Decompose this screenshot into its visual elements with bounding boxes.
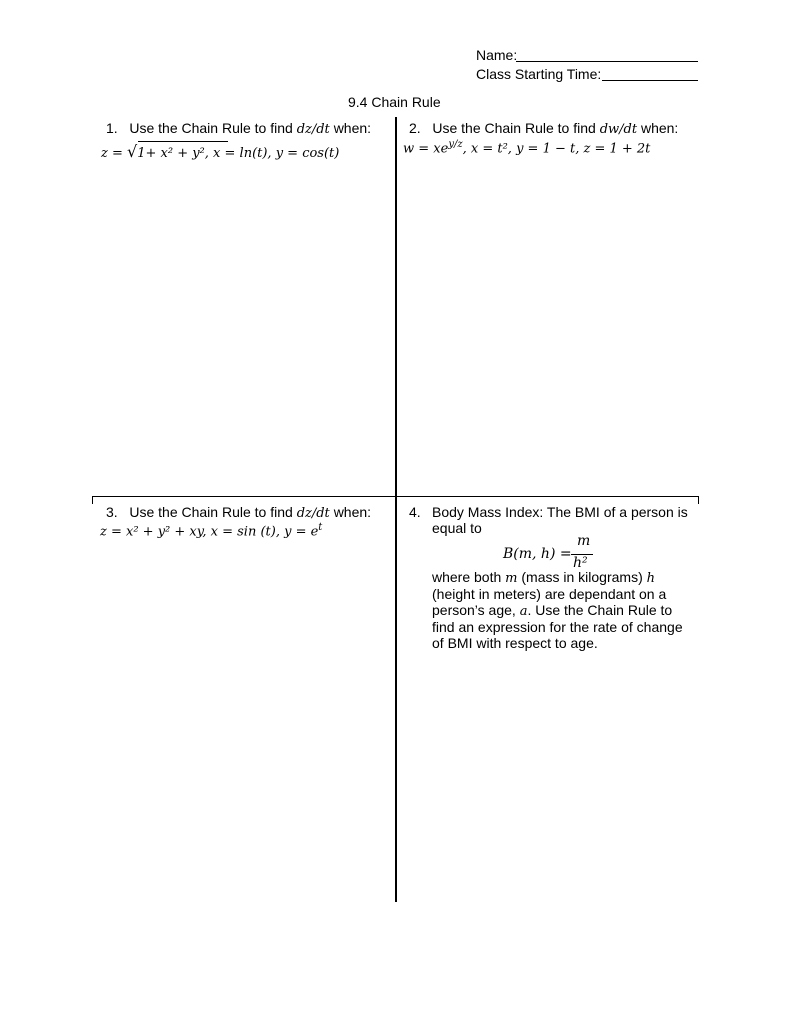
- problem-3: [106, 504, 371, 521]
- problem-3-when: when:: [333, 504, 372, 520]
- vertical-divider: [395, 117, 397, 902]
- problem-4-desc-line1: [432, 569, 694, 588]
- name-blank-line: [516, 61, 698, 62]
- class-time-label: Class Starting Time:: [476, 66, 602, 82]
- divider-tick-right: [698, 496, 699, 504]
- problem-1-eq-lhs: z =: [101, 146, 128, 161]
- desc-text: . Use the Chain Rule to: [527, 602, 673, 618]
- problem-2: [409, 120, 678, 137]
- problem-1-eq-rest: , x = ln(t), y = cos(t): [204, 146, 340, 161]
- problem-4-desc-line3: [432, 602, 694, 621]
- bmi-formula-numerator: m: [577, 533, 591, 549]
- problem-3-prompt: Use the Chain Rule to find: [129, 504, 293, 520]
- var-a: a: [519, 604, 528, 619]
- radical-vinculum: [138, 141, 228, 142]
- problem-3-derivative: dz/dt: [296, 506, 330, 521]
- desc-text: where both: [432, 569, 506, 585]
- problem-1-equation: [101, 142, 339, 161]
- problem-3-eq-exponent: t: [318, 522, 323, 533]
- problem-4-line1: Body Mass Index: The BMI of a person is: [432, 504, 688, 520]
- problem-2-prompt: Use the Chain Rule to find: [432, 120, 596, 136]
- var-h: h: [646, 571, 656, 586]
- divider-tick-left: [92, 496, 93, 504]
- name-label: Name:: [476, 47, 518, 63]
- problem-3-number: 3.: [106, 504, 118, 520]
- class-time-blank-line: [602, 80, 698, 81]
- radical-sign-icon: √: [127, 142, 138, 161]
- problem-2-eq-w: w = xe: [403, 141, 449, 157]
- bmi-formula-lhs: B(m, h) =: [503, 546, 572, 562]
- problem-4-number: 4.: [409, 504, 421, 520]
- desc-text: (mass in kilograms): [517, 569, 647, 585]
- bmi-formula-denominator: h²: [573, 555, 588, 571]
- problem-2-number: 2.: [409, 120, 421, 136]
- problem-2-when: when:: [640, 120, 679, 136]
- problem-4-desc-line5: of BMI with respect to age.: [432, 635, 598, 651]
- problem-2-equation: [403, 139, 650, 156]
- problem-4-line2: equal to: [432, 520, 482, 536]
- problem-1-prompt: Use the Chain Rule to find: [129, 120, 293, 136]
- problem-3-equation: [100, 522, 322, 539]
- problem-4-desc-line2: (height in meters) are dependant on a: [432, 586, 667, 602]
- problem-4-desc-line4: find an expression for the rate of change: [432, 619, 683, 635]
- problem-3-eq-main: z = x² + y² + xy, x = sin (t), y = e: [100, 524, 319, 540]
- problem-2-eq-rest: , x = t², y = 1 − t, z = 1 + 2t: [462, 141, 651, 157]
- problem-1-when: when:: [333, 120, 372, 136]
- problem-1-eq-radical: 1+ x² + y²: [137, 146, 205, 161]
- desc-text: person’s age,: [432, 602, 520, 618]
- problem-1-number: 1.: [106, 120, 118, 136]
- horizontal-divider: [92, 496, 699, 497]
- problem-2-derivative: dw/dt: [599, 122, 638, 137]
- var-m: m: [505, 571, 518, 586]
- problem-1-derivative: dz/dt: [296, 122, 330, 137]
- page-title: 9.4 Chain Rule: [348, 94, 441, 110]
- problem-2-eq-exponent: y/z: [448, 139, 463, 150]
